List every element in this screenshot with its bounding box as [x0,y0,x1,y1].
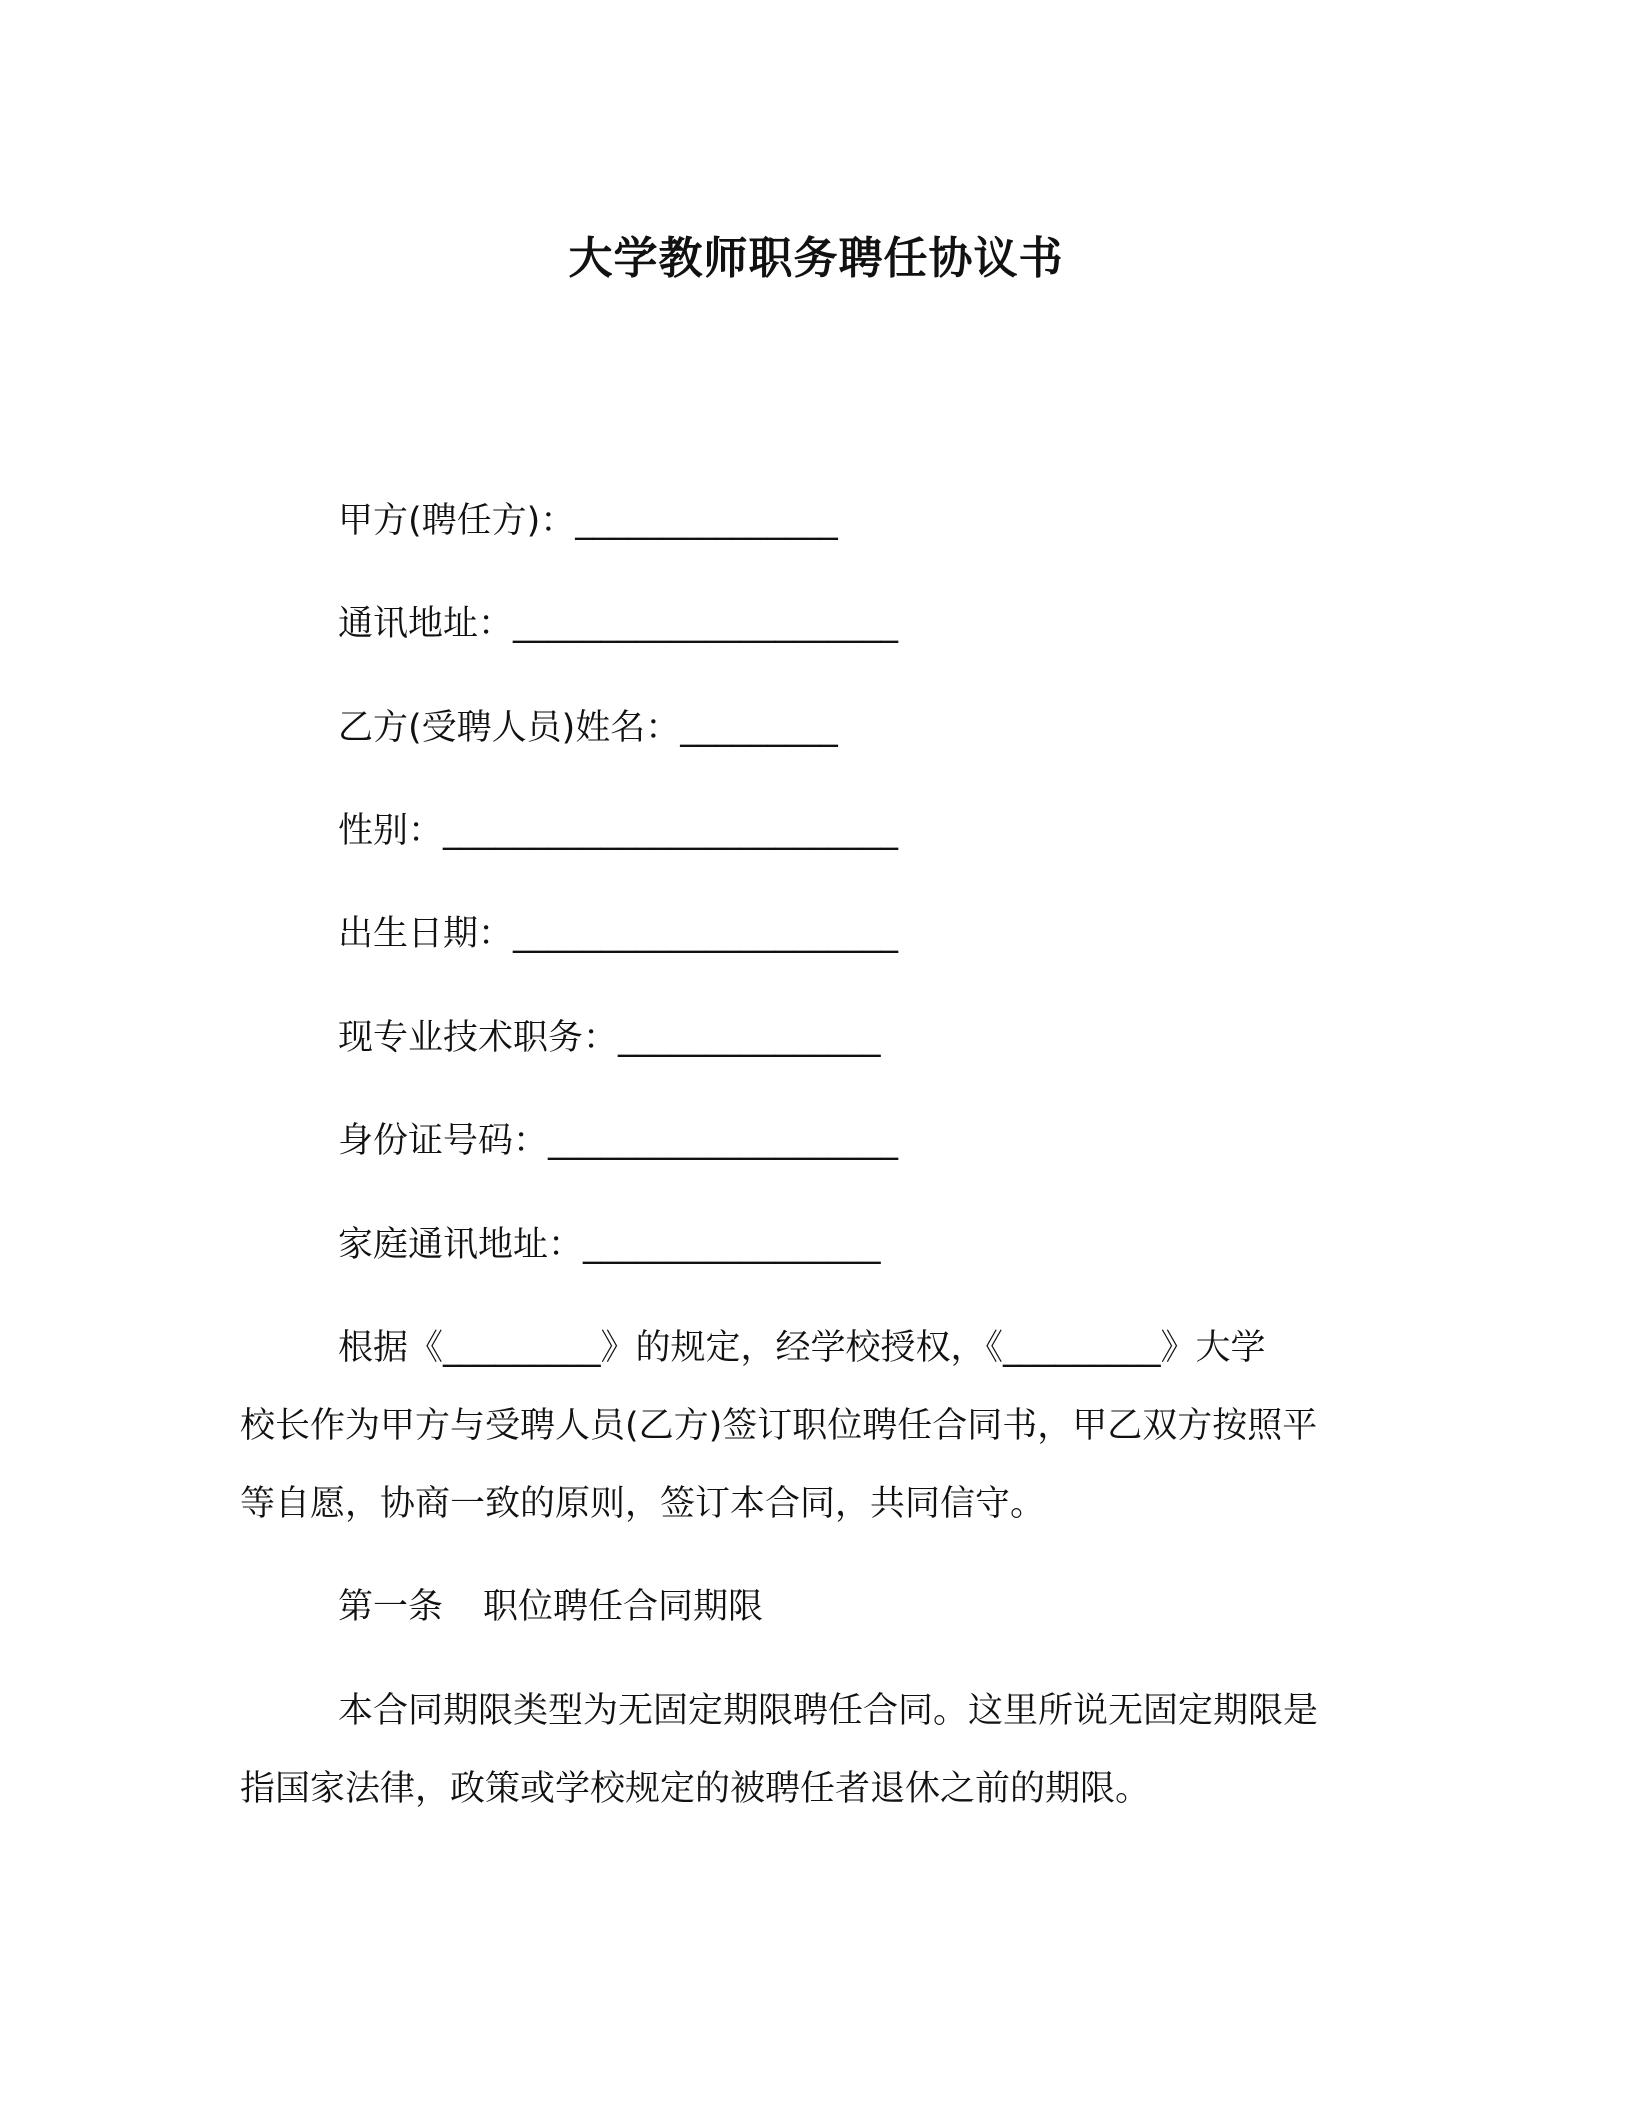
field-party-a: 甲方(聘任方)：_______________ [338,501,838,541]
field-current-title: 现专业技术职务：_______________ [338,1018,881,1058]
article-1-body-line-1-text: 本合同期限类型为无固定期限聘任合同。这里所说无固定期限是 [338,1691,1319,1731]
preamble-line-2: 校长作为甲方与受聘人员(乙方)签订职位聘任合同书，甲乙双方按照平 [240,1406,1318,1446]
document-title: 大学教师职务聘任协议书 [568,233,1064,284]
preamble-line-3: 等自愿，协商一致的原则，签订本合同，共同信守。 [240,1484,1046,1524]
field-birth-date: 出生日期：______________________ [338,914,899,954]
field-home-address: 家庭通讯地址：_________________ [338,1225,881,1265]
field-party-b-name: 乙方(受聘人员)姓名：_________ [338,708,838,748]
article-1-body-line-2: 指国家法律，政策或学校规定的被聘任者退休之前的期限。 [240,1769,1151,1809]
field-id-number: 身份证号码：____________________ [338,1121,899,1161]
article-1-number: 第一条 [338,1587,444,1627]
article-1-heading [338,1583,763,1631]
preamble-line-1-text: 根据《_________》的规定，经学校授权，《_________》大学 [338,1328,1266,1368]
article-1-title: 职位聘任合同期限 [483,1587,764,1627]
field-address: 通讯地址：______________________ [338,604,899,644]
preamble-line-1 [240,1324,1390,1372]
field-gender: 性别：__________________________ [338,811,899,851]
article-1-body-line-1 [240,1687,1390,1735]
